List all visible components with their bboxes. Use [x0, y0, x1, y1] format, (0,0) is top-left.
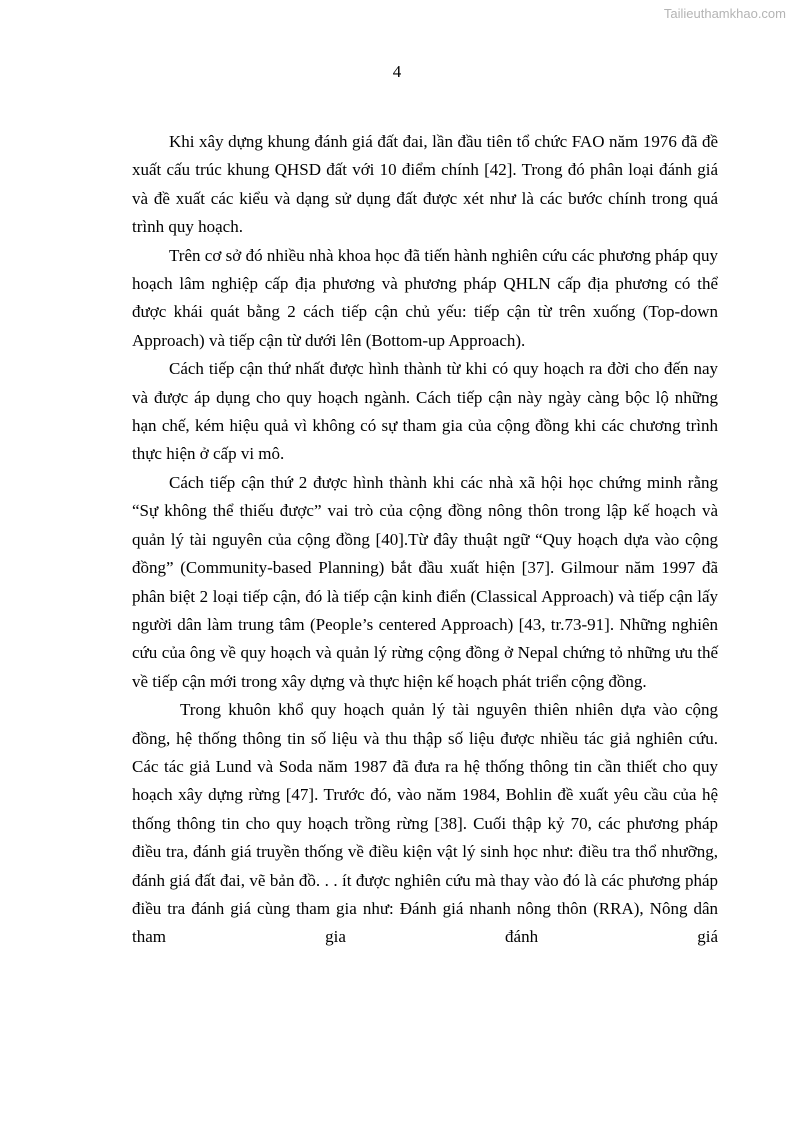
document-body [132, 128, 718, 952]
paragraph-top-down: Cách tiếp cận thứ nhất được hình thành từ khi có quy hoạch ra đời cho đến nay và được áp dụng cho quy hoạch ngành. Cách tiếp cận này ngày càng bộc lộ những hạn chế, kém hiệu quả vì không có sự tham gia của cộng đồng khi các chương trình thực hiện ở cấp vi mô. [132, 359, 718, 464]
paragraph-planning-approaches: Trên cơ sở đó nhiều nhà khoa học đã tiến hành nghiên cứu các phương pháp quy hoạch lâm nghiệp cấp địa phương và phương pháp QHLN cấp địa phương có thể được khái quát bằng 2 cách tiếp cận chủ yếu: tiếp cận từ trên xuống (Top-down Approach) và tiếp cận từ dưới lên (Bottom-up Approach). [132, 245, 718, 350]
page-number: 4 [392, 62, 402, 81]
paragraph-bottom-up: Cách tiếp cận thứ 2 được hình thành khi các nhà xã hội học chứng minh rằng “Sự không thể thiếu được” vai trò của cộng đồng nông thôn trong lập kế hoạch và quản lý tài nguyên của cộng đồng [40].Từ đây thuật ngữ “Quy hoạch dựa vào cộng đồng” (Community-based Planning) bắt đầu xuất hiện [37]. Gilmour năm 1997 đã phân biệt 2 loại tiếp cận, đó là tiếp cận kinh điển (Classical Approach) và tiếp cận lấy người dân làm trung tâm (People’s centered Approach) [43, tr.73-91]. Những nghiên cứu của ông về quy hoạch và quản lý rừng cộng đồng ở Nepal chứng tỏ những ưu thế về tiếp cận mới trong xây dựng và thực hiện kế hoạch phát triển cộng đồng. [132, 472, 718, 691]
paragraph-information-systems: Trong khuôn khổ quy hoạch quản lý tài nguyên thiên nhiên dựa vào cộng đồng, hệ thống thông tin số liệu và thu thập số liệu được nhiều tác giả nghiên cứu. Các tác giả Lund và Soda năm 1987 đã đưa ra hệ thống thông tin cần thiết cho quy hoạch xây dựng rừng [47]. Trước đó, vào năm 1984, Bohlin đề xuất yêu cầu của hệ thống thông tin cho quy hoạch trồng rừng [38]. Cuối thập kỷ 70, các phương pháp điều tra, đánh giá truyền thống về điều kiện vật lý sinh học như: điều tra thổ nhưỡng, đánh giá đất đai, vẽ bản đồ. . . ít được nghiên cứu mà thay vào đó là các phương pháp điều tra đánh giá cùng tham gia như: Đánh giá nhanh nông thôn (RRA), Nông dân tham gia đánh giá [132, 700, 718, 947]
paragraph-fao-framework: Khi xây dựng khung đánh giá đất đai, lần đầu tiên tổ chức FAO năm 1976 đã đề xuất cấu trúc khung QHSD đất với 10 điểm chính [42]. Trong đó phân loại đánh giá và đề xuất các kiểu và dạng sử dụng đất được xét như là các bước chính trong quá trình quy hoạch. [132, 132, 718, 237]
watermark: Tailieuthamkhao.com [663, 6, 786, 21]
